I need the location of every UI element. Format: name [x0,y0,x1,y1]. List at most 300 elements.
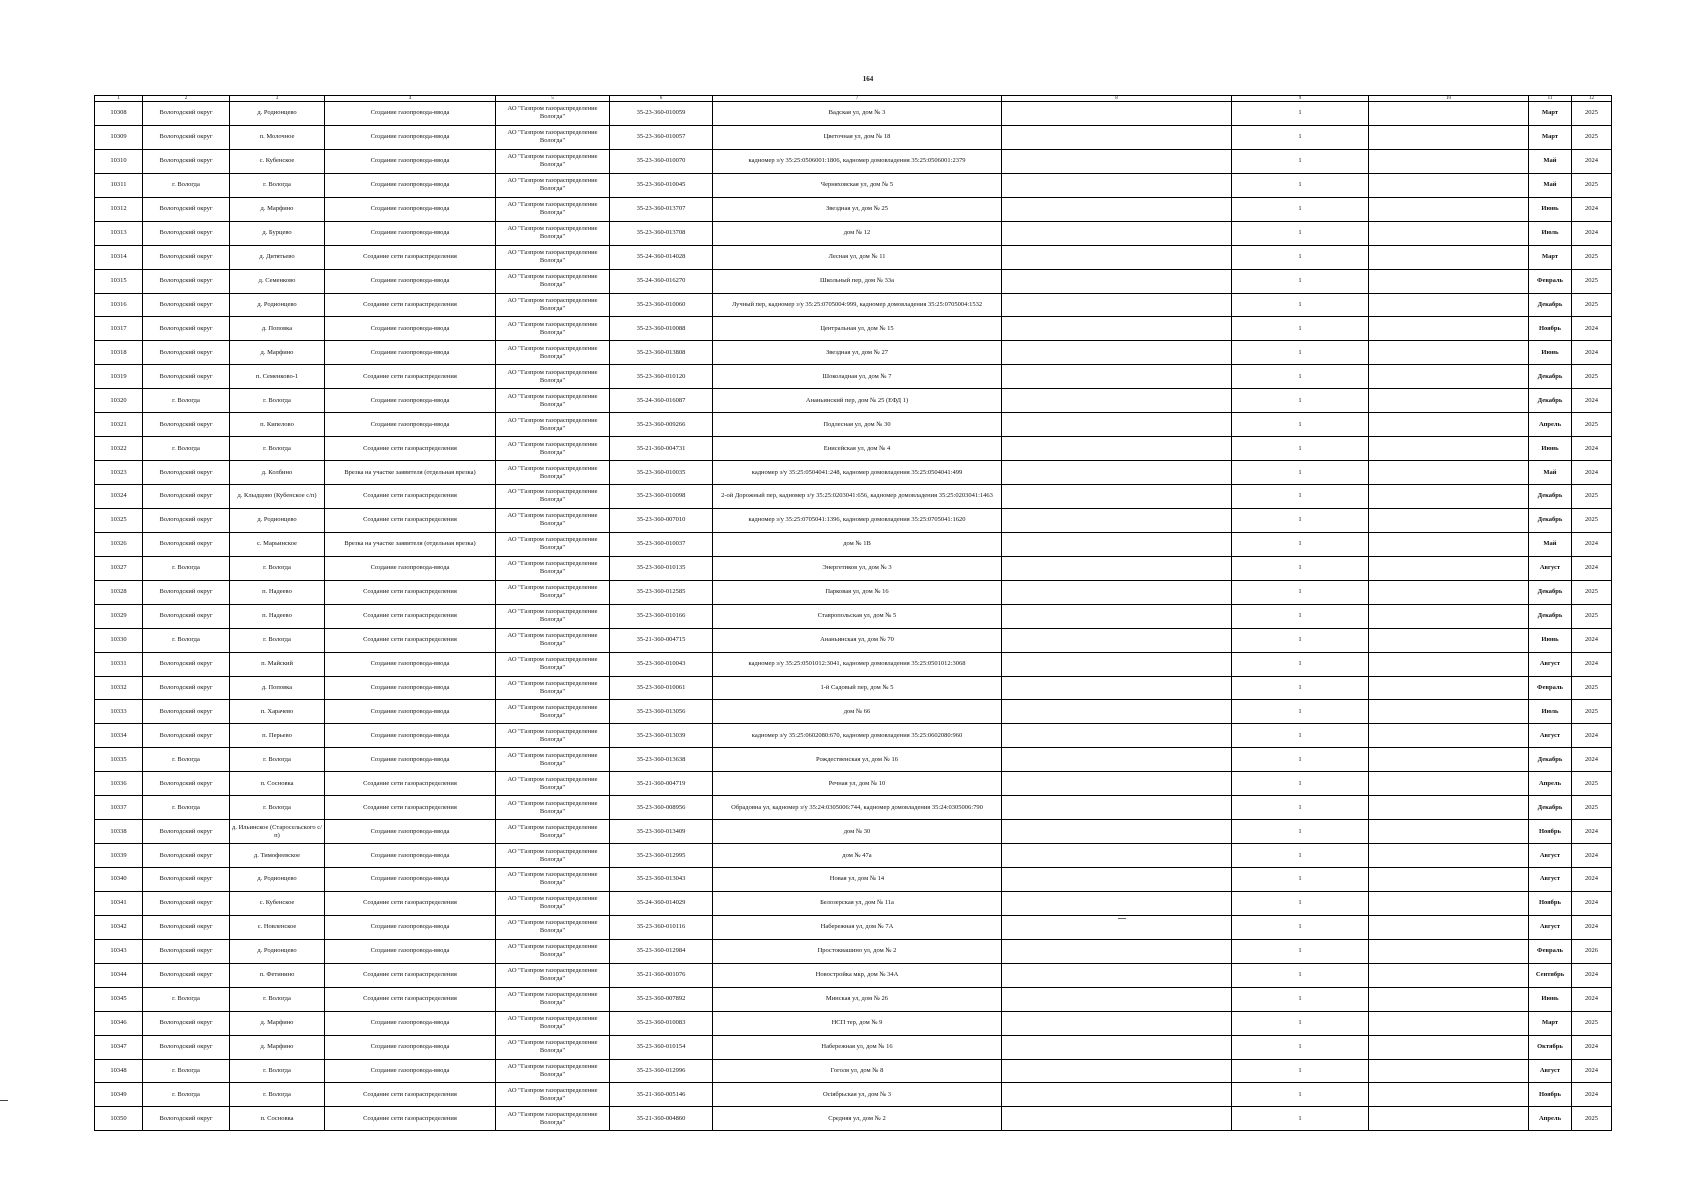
cell-quantity: 1 [1232,987,1369,1011]
column-number-12: 12 [1572,96,1612,102]
cell-quantity: 1 [1232,891,1369,915]
cell-application-number: 35-24-360-016270 [610,269,713,293]
cell-note [1002,748,1232,772]
cell-work-type: Создание газопровода-ввода [325,125,496,149]
cell-application-number: 35-23-360-010083 [610,1011,713,1035]
cell-district: г. Вологда [143,437,230,461]
cell-quantity: 1 [1232,245,1369,269]
column-number-11: 11 [1529,96,1572,102]
cell-address: кадномер з/у 35:25:0501012:3041, кадномер домовладения 35:25:0501012:3068 [713,652,1002,676]
cell-quantity: 1 [1232,724,1369,748]
cell-address: кадномер з/у 35:25:0602080:670, кадномер домовладения 35:25:0602080:960 [713,724,1002,748]
cell-district: Вологодский округ [143,413,230,437]
cell-extra [1369,173,1529,197]
cell-work-type: Создание газопровода-ввода [325,102,496,126]
column-number-7: 7 [713,96,1002,102]
stray-mark [1118,918,1126,919]
cell-district: Вологодский округ [143,1011,230,1035]
table-row [95,1011,1612,1035]
cell-district: Вологодский округ [143,891,230,915]
cell-extra [1369,915,1529,939]
cell-row-number: 10347 [95,1035,143,1059]
cell-organization: АО "Газпром газораспределение Вологда" [496,508,610,532]
table-row [95,508,1612,532]
cell-year: 2025 [1572,604,1612,628]
cell-work-type: Создание сети газораспределения [325,580,496,604]
cell-quantity: 1 [1232,652,1369,676]
cell-year: 2024 [1572,197,1612,221]
cell-row-number: 10322 [95,437,143,461]
cell-application-number: 35-21-360-001076 [610,963,713,987]
cell-quantity: 1 [1232,317,1369,341]
cell-organization: АО "Газпром газораспределение Вологда" [496,269,610,293]
cell-organization: АО "Газпром газораспределение Вологда" [496,317,610,341]
cell-row-number: 10341 [95,891,143,915]
cell-note [1002,149,1232,173]
cell-quantity: 1 [1232,556,1369,580]
cell-work-type: Создание сети газораспределения [325,485,496,509]
cell-month: Июнь [1529,437,1572,461]
cell-extra [1369,820,1529,844]
cell-row-number: 10337 [95,796,143,820]
cell-row-number: 10339 [95,844,143,868]
cell-quantity: 1 [1232,1107,1369,1131]
cell-settlement: с. Кубенское [230,891,325,915]
cell-settlement: д. Семенково [230,269,325,293]
cell-organization: АО "Газпром газораспределение Вологда" [496,915,610,939]
cell-address: Средняя ул, дом № 2 [713,1107,1002,1131]
cell-month: Декабрь [1529,365,1572,389]
cell-month: Июнь [1529,987,1572,1011]
cell-organization: АО "Газпром газораспределение Вологда" [496,197,610,221]
cell-work-type: Врезка на участке заявителя (отдельная врезка) [325,532,496,556]
cell-month: Декабрь [1529,508,1572,532]
cell-month: Февраль [1529,676,1572,700]
cell-note [1002,221,1232,245]
cell-row-number: 10326 [95,532,143,556]
cell-application-number: 35-23-360-013638 [610,748,713,772]
cell-note [1002,532,1232,556]
cell-settlement: с. Кубенское [230,149,325,173]
cell-month: Апрель [1529,772,1572,796]
cell-settlement: п. Кипелово [230,413,325,437]
cell-quantity: 1 [1232,197,1369,221]
table-row [95,437,1612,461]
cell-note [1002,389,1232,413]
cell-address: 2-ой Дорожный пер, кадномер з/у 35:25:0203041:656, кадномер домовладения 35:25:0203041:1463 [713,485,1002,509]
cell-quantity: 1 [1232,748,1369,772]
cell-address: Енисейская ул, дом № 4 [713,437,1002,461]
cell-row-number: 10344 [95,963,143,987]
cell-extra [1369,461,1529,485]
cell-quantity: 1 [1232,939,1369,963]
cell-application-number: 35-23-360-010116 [610,915,713,939]
cell-month: Июль [1529,700,1572,724]
column-number-1: 1 [95,96,143,102]
cell-note [1002,197,1232,221]
cell-organization: АО "Газпром газораспределение Вологда" [496,293,610,317]
cell-settlement: д. Поповка [230,317,325,341]
cell-note [1002,508,1232,532]
cell-work-type: Создание газопровода-ввода [325,652,496,676]
gas-connection-registry-table [94,95,1612,1131]
cell-settlement: д. Родионцево [230,939,325,963]
cell-application-number: 35-24-360-014028 [610,245,713,269]
column-number-2: 2 [143,96,230,102]
cell-application-number: 35-23-360-012995 [610,844,713,868]
cell-extra [1369,963,1529,987]
cell-row-number: 10313 [95,221,143,245]
cell-month: Март [1529,245,1572,269]
cell-application-number: 35-23-360-013039 [610,724,713,748]
cell-quantity: 1 [1232,389,1369,413]
cell-organization: АО "Газпром газораспределение Вологда" [496,1083,610,1107]
cell-month: Апрель [1529,1107,1572,1131]
cell-row-number: 10342 [95,915,143,939]
cell-row-number: 10324 [95,485,143,509]
table-row [95,963,1612,987]
cell-quantity: 1 [1232,485,1369,509]
cell-extra [1369,317,1529,341]
cell-application-number: 35-23-360-012996 [610,1059,713,1083]
cell-application-number: 35-23-360-010035 [610,461,713,485]
cell-quantity: 1 [1232,413,1369,437]
cell-work-type: Создание газопровода-ввода [325,915,496,939]
cell-row-number: 10335 [95,748,143,772]
cell-address: Обрадовна ул, кадномер з/у 35:24:0305006:744, кадномер домовладения 35:24:0305006:790 [713,796,1002,820]
cell-district: г. Вологда [143,173,230,197]
cell-application-number: 35-23-360-013808 [610,341,713,365]
cell-quantity: 1 [1232,628,1369,652]
cell-row-number: 10350 [95,1107,143,1131]
cell-district: Вологодский округ [143,221,230,245]
table-row [95,1035,1612,1059]
cell-work-type: Создание газопровода-ввода [325,1035,496,1059]
cell-organization: АО "Газпром газораспределение Вологда" [496,796,610,820]
cell-district: Вологодский округ [143,652,230,676]
cell-organization: АО "Газпром газораспределение Вологда" [496,868,610,892]
cell-address: Ананьинская ул, дом № 70 [713,628,1002,652]
cell-district: Вологодский округ [143,700,230,724]
cell-note [1002,915,1232,939]
cell-district: Вологодский округ [143,461,230,485]
cell-month: Март [1529,125,1572,149]
cell-row-number: 10345 [95,987,143,1011]
table-row [95,891,1612,915]
cell-month: Декабрь [1529,796,1572,820]
cell-extra [1369,1083,1529,1107]
cell-work-type: Создание сети газораспределения [325,1083,496,1107]
cell-district: Вологодский округ [143,1035,230,1059]
cell-year: 2024 [1572,628,1612,652]
cell-extra [1369,1035,1529,1059]
cell-settlement: д. Родионцево [230,508,325,532]
cell-extra [1369,197,1529,221]
cell-district: Вологодский округ [143,820,230,844]
cell-address: Лучный пер, кадномер з/у 35:25:0705004:999, кадномер домовладения 35:25:0705004:1532 [713,293,1002,317]
cell-extra [1369,485,1529,509]
cell-work-type: Создание газопровода-ввода [325,724,496,748]
cell-row-number: 10346 [95,1011,143,1035]
cell-district: Вологодский округ [143,939,230,963]
cell-note [1002,1059,1232,1083]
cell-work-type: Создание сети газораспределения [325,987,496,1011]
cell-year: 2025 [1572,508,1612,532]
cell-quantity: 1 [1232,221,1369,245]
cell-settlement: д. Ильинское (Старосельского с/п) [230,820,325,844]
cell-district: г. Вологда [143,556,230,580]
cell-quantity: 1 [1232,102,1369,126]
cell-work-type: Создание газопровода-ввода [325,676,496,700]
cell-note [1002,628,1232,652]
cell-work-type: Создание газопровода-ввода [325,173,496,197]
cell-month: Август [1529,868,1572,892]
cell-settlement: г. Вологда [230,796,325,820]
cell-month: Июль [1529,221,1572,245]
cell-district: Вологодский округ [143,604,230,628]
cell-organization: АО "Газпром газораспределение Вологда" [496,891,610,915]
cell-month: Декабрь [1529,604,1572,628]
cell-year: 2024 [1572,1059,1612,1083]
cell-year: 2024 [1572,437,1612,461]
cell-address: Шоколадная ул, дом № 7 [713,365,1002,389]
cell-application-number: 35-23-360-010059 [610,102,713,126]
cell-district: Вологодский округ [143,269,230,293]
cell-address: Минская ул, дом № 26 [713,987,1002,1011]
cell-application-number: 35-23-360-013707 [610,197,713,221]
cell-settlement: г. Вологда [230,173,325,197]
cell-settlement: п. Майский [230,652,325,676]
cell-application-number: 35-23-360-010154 [610,1035,713,1059]
cell-organization: АО "Газпром газораспределение Вологда" [496,149,610,173]
table-row [95,772,1612,796]
cell-address: Школьный пер, дом № 33а [713,269,1002,293]
cell-settlement: п. Перьево [230,724,325,748]
cell-work-type: Создание сети газораспределения [325,508,496,532]
table-row [95,1059,1612,1083]
cell-organization: АО "Газпром газораспределение Вологда" [496,1059,610,1083]
cell-district: Вологодский округ [143,245,230,269]
cell-row-number: 10316 [95,293,143,317]
cell-quantity: 1 [1232,1035,1369,1059]
cell-settlement: п. Семенково-1 [230,365,325,389]
table-row [95,700,1612,724]
cell-district: Вологодский округ [143,532,230,556]
cell-year: 2025 [1572,173,1612,197]
cell-quantity: 1 [1232,532,1369,556]
cell-application-number: 35-23-360-013043 [610,868,713,892]
cell-row-number: 10327 [95,556,143,580]
cell-year: 2025 [1572,772,1612,796]
cell-district: Вологодский округ [143,963,230,987]
cell-note [1002,461,1232,485]
cell-quantity: 1 [1232,844,1369,868]
cell-work-type: Создание газопровода-ввода [325,149,496,173]
cell-note [1002,485,1232,509]
cell-row-number: 10317 [95,317,143,341]
cell-year: 2025 [1572,365,1612,389]
cell-application-number: 35-23-360-010135 [610,556,713,580]
cell-month: Декабрь [1529,389,1572,413]
table-row [95,485,1612,509]
cell-year: 2025 [1572,485,1612,509]
cell-month: Июнь [1529,341,1572,365]
cell-quantity: 1 [1232,149,1369,173]
cell-quantity: 1 [1232,580,1369,604]
cell-application-number: 35-23-360-010060 [610,293,713,317]
cell-organization: АО "Газпром газораспределение Вологда" [496,628,610,652]
cell-year: 2024 [1572,556,1612,580]
column-number-4: 4 [325,96,496,102]
cell-application-number: 35-21-360-004715 [610,628,713,652]
cell-application-number: 35-21-360-004719 [610,772,713,796]
cell-address: дом № 30 [713,820,1002,844]
cell-work-type: Создание газопровода-ввода [325,341,496,365]
cell-month: Ноябрь [1529,891,1572,915]
table-row [95,317,1612,341]
cell-row-number: 10330 [95,628,143,652]
cell-organization: АО "Газпром газораспределение Вологда" [496,173,610,197]
cell-note [1002,269,1232,293]
cell-note [1002,604,1232,628]
cell-year: 2025 [1572,245,1612,269]
cell-row-number: 10315 [95,269,143,293]
margin-mark [0,1100,8,1101]
cell-extra [1369,365,1529,389]
cell-month: Декабрь [1529,748,1572,772]
cell-district: Вологодский округ [143,317,230,341]
cell-settlement: д. Марфино [230,1035,325,1059]
table-row [95,293,1612,317]
page-number: 164 [862,75,874,83]
cell-note [1002,868,1232,892]
cell-settlement: п. Надеево [230,580,325,604]
cell-organization: АО "Газпром газораспределение Вологда" [496,676,610,700]
cell-row-number: 10349 [95,1083,143,1107]
cell-work-type: Создание газопровода-ввода [325,820,496,844]
cell-quantity: 1 [1232,772,1369,796]
cell-month: Апрель [1529,413,1572,437]
cell-settlement: д. Родионцево [230,868,325,892]
cell-extra [1369,772,1529,796]
cell-extra [1369,508,1529,532]
cell-address: Энергетиков ул, дом № 3 [713,556,1002,580]
cell-note [1002,580,1232,604]
table-row [95,844,1612,868]
cell-note [1002,1011,1232,1035]
cell-work-type: Создание сети газораспределения [325,772,496,796]
table-row [95,580,1612,604]
cell-application-number: 35-21-360-004860 [610,1107,713,1131]
cell-organization: АО "Газпром газораспределение Вологда" [496,413,610,437]
cell-settlement: д. Марфино [230,341,325,365]
cell-district: Вологодский округ [143,724,230,748]
cell-extra [1369,1107,1529,1131]
cell-note [1002,437,1232,461]
cell-organization: АО "Газпром газораспределение Вологда" [496,580,610,604]
cell-month: Февраль [1529,269,1572,293]
table-row [95,939,1612,963]
cell-work-type: Создание сети газораспределения [325,437,496,461]
cell-year: 2024 [1572,891,1612,915]
cell-address: Подлесная ул, дом № 30 [713,413,1002,437]
cell-district: Вологодский округ [143,365,230,389]
cell-row-number: 10312 [95,197,143,221]
cell-district: г. Вологда [143,1083,230,1107]
cell-settlement: п. Сосновка [230,772,325,796]
cell-year: 2024 [1572,820,1612,844]
cell-month: Март [1529,1011,1572,1035]
cell-district: Вологодский округ [143,293,230,317]
cell-year: 2025 [1572,413,1612,437]
cell-row-number: 10332 [95,676,143,700]
table-row [95,269,1612,293]
table-row [95,796,1612,820]
registry-body [95,102,1612,1131]
cell-year: 2025 [1572,1107,1612,1131]
cell-quantity: 1 [1232,796,1369,820]
cell-settlement: д. Дитятьево [230,245,325,269]
cell-application-number: 35-23-360-013056 [610,700,713,724]
cell-application-number: 35-21-360-004731 [610,437,713,461]
column-number-10: 10 [1369,96,1529,102]
cell-application-number: 35-23-360-010088 [610,317,713,341]
column-number-3: 3 [230,96,325,102]
cell-application-number: 35-23-360-013708 [610,221,713,245]
table-row [95,724,1612,748]
table-row [95,365,1612,389]
cell-address: Набережная ул, дом № 7А [713,915,1002,939]
cell-settlement: с. Марьинское [230,532,325,556]
cell-organization: АО "Газпром газораспределение Вологда" [496,461,610,485]
cell-settlement: д. Марфино [230,197,325,221]
cell-address: Гоголя ул, дом № 8 [713,1059,1002,1083]
cell-quantity: 1 [1232,365,1369,389]
cell-organization: АО "Газпром газораспределение Вологда" [496,1035,610,1059]
cell-extra [1369,939,1529,963]
cell-district: Вологодский округ [143,485,230,509]
cell-year: 2024 [1572,532,1612,556]
cell-row-number: 10321 [95,413,143,437]
cell-year: 2024 [1572,987,1612,1011]
cell-organization: АО "Газпром газораспределение Вологда" [496,245,610,269]
cell-note [1002,987,1232,1011]
table-row [95,820,1612,844]
cell-organization: АО "Газпром газораспределение Вологда" [496,1011,610,1035]
cell-year: 2024 [1572,221,1612,245]
cell-note [1002,293,1232,317]
cell-month: Август [1529,1059,1572,1083]
cell-application-number: 35-24-360-014029 [610,891,713,915]
table-row [95,1083,1612,1107]
cell-address: Парковая ул, дом № 16 [713,580,1002,604]
cell-organization: АО "Газпром газораспределение Вологда" [496,724,610,748]
cell-application-number: 35-23-360-009266 [610,413,713,437]
cell-year: 2025 [1572,102,1612,126]
cell-year: 2025 [1572,676,1612,700]
cell-organization: АО "Газпром газораспределение Вологда" [496,102,610,126]
cell-organization: АО "Газпром газораспределение Вологда" [496,987,610,1011]
cell-address: кадномер з/у 35:25:0705041:1396, кадномер домовладения 35:25:0705041:1620 [713,508,1002,532]
cell-organization: АО "Газпром газораспределение Вологда" [496,844,610,868]
cell-note [1002,796,1232,820]
cell-address: Белозерская ул, дом № 11а [713,891,1002,915]
cell-row-number: 10309 [95,125,143,149]
cell-extra [1369,700,1529,724]
cell-year: 2025 [1572,796,1612,820]
cell-work-type: Создание газопровода-ввода [325,413,496,437]
cell-month: Март [1529,102,1572,126]
